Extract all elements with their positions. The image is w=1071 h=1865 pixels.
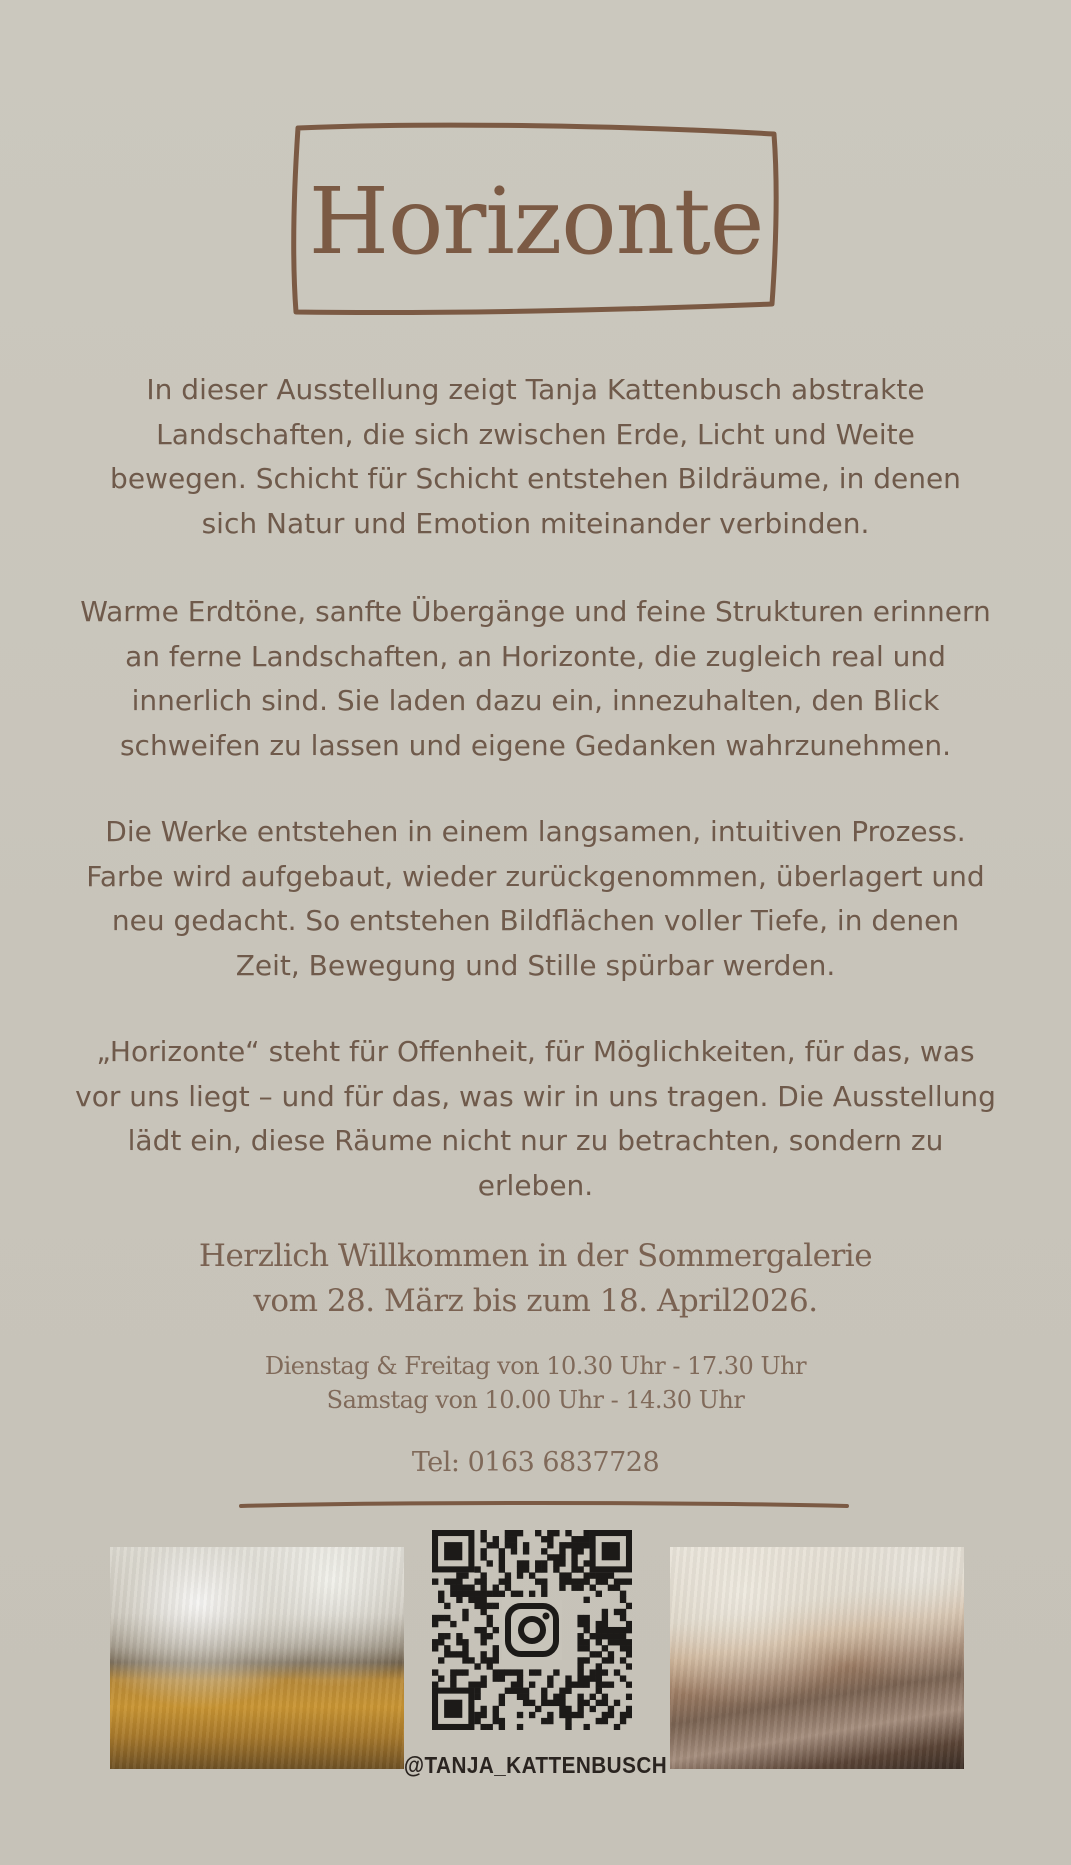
paragraph-4 bbox=[60, 1030, 1011, 1208]
welcome-line-1: Herzlich Willkommen in der Sommergalerie bbox=[198, 1238, 873, 1274]
paragraph-line: an ferne Landschaften, an Horizonte, die zugleich real und bbox=[125, 639, 946, 673]
telephone[interactable]: Tel: 0163 6837728 bbox=[411, 1447, 660, 1478]
instagram-handle[interactable]: @TANJA_KATTENBUSCH bbox=[403, 1752, 668, 1778]
paragraph-line: lädt ein, diese Räume nicht nur zu betrachten, sondern zu bbox=[127, 1124, 944, 1157]
paragraph-line: bewegen. Schicht für Schicht entstehen Bildräume, in denen bbox=[110, 462, 961, 495]
paragraph-line: Landschaften, die sich zwischen Erde, Licht und Weite bbox=[156, 417, 915, 451]
title-frame bbox=[286, 118, 786, 318]
paragraph-line: „Horizonte“ steht für Offenheit, für Möglichkeiten, für das, was bbox=[96, 1035, 975, 1068]
page-title: Horizonte bbox=[308, 168, 764, 275]
paragraph-3 bbox=[60, 810, 1011, 988]
paragraph-line: innerlich sind. Sie laden dazu ein, innezuhalten, den Blick bbox=[131, 684, 940, 717]
paragraph-line: neu gedacht. So entstehen Bildflächen voller Tiefe, in denen bbox=[111, 904, 960, 937]
paragraph-line: erleben. bbox=[477, 1168, 594, 1202]
instagram-icon bbox=[502, 1600, 562, 1660]
paragraph-line: vor uns liegt – und für das, was wir in uns tragen. Die Ausstellung bbox=[75, 1079, 996, 1113]
paragraph-line: sich Natur und Emotion miteinander verbinden. bbox=[201, 506, 870, 540]
paragraph-line: schweifen zu lassen und eigene Gedanken wahrzunehmen. bbox=[119, 728, 952, 762]
welcome-line-2: vom 28. März bis zum 18. April2026. bbox=[253, 1283, 818, 1319]
paragraph-line: Warme Erdtöne, sanfte Übergänge und feine Strukturen erinnern bbox=[80, 595, 991, 628]
opening-hours-2: Samstag von 10.00 Uhr - 14.30 Uhr bbox=[326, 1386, 745, 1414]
paragraph-1 bbox=[60, 368, 1011, 546]
paragraph-line: Farbe wird aufgebaut, wieder zurückgenommen, überlagert und bbox=[86, 859, 985, 893]
divider-line bbox=[237, 1500, 851, 1510]
artwork-image-left bbox=[110, 1547, 404, 1769]
paragraph-2 bbox=[60, 590, 1011, 768]
qr-code-icon bbox=[432, 1530, 632, 1730]
paragraph-line: Zeit, Bewegung und Stille spürbar werden. bbox=[235, 948, 836, 982]
opening-hours-1: Dienstag & Freitag von 10.30 Uhr - 17.30 Uhr bbox=[264, 1352, 807, 1380]
paragraph-line: Die Werke entstehen in einem langsamen, intuitiven Prozess. bbox=[105, 815, 966, 848]
paragraph-line: In dieser Ausstellung zeigt Tanja Kattenbusch abstrakte bbox=[146, 373, 925, 406]
artwork-image-right bbox=[670, 1547, 964, 1769]
qr-code[interactable] bbox=[432, 1530, 632, 1730]
